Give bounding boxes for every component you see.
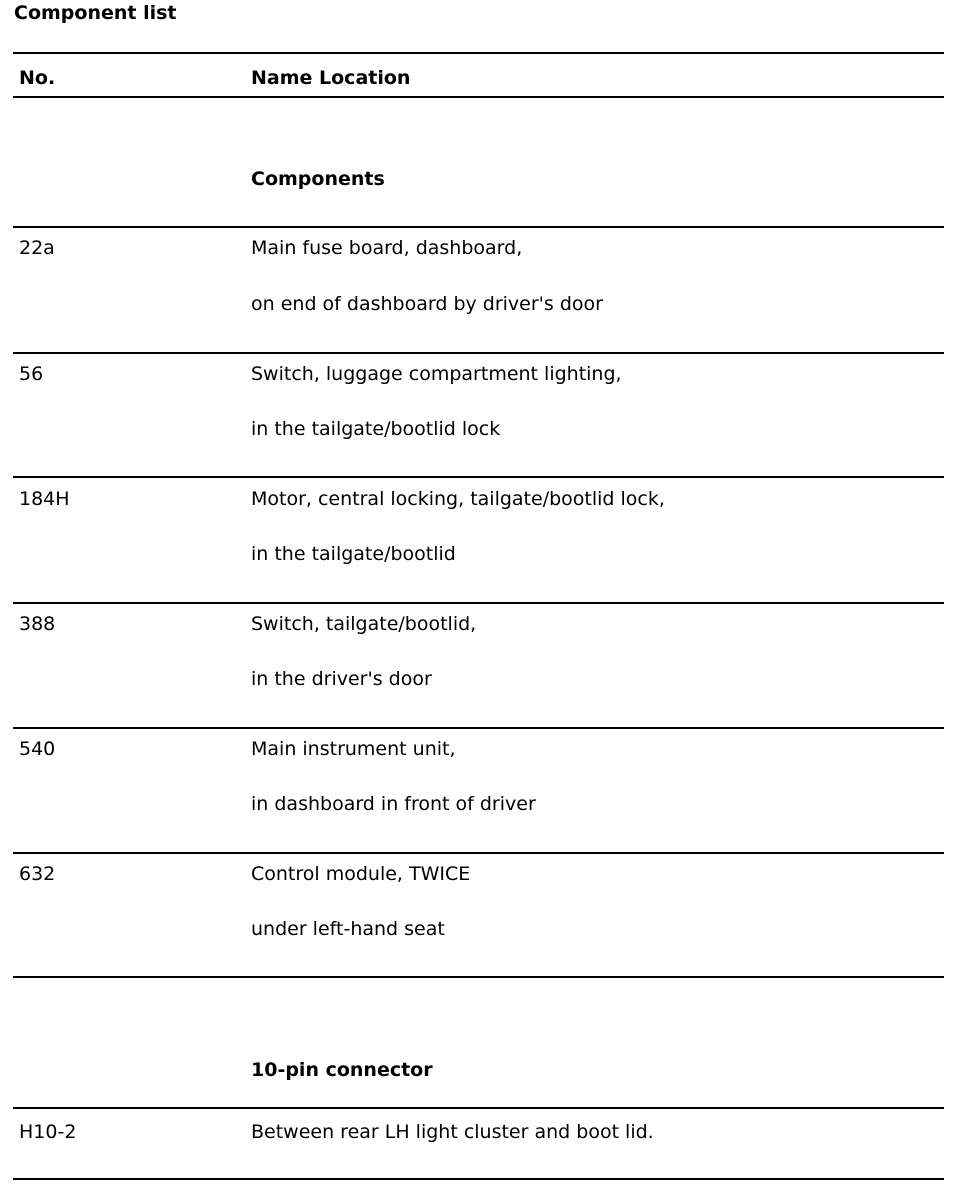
- component-name: Control module, TWICE: [251, 863, 471, 885]
- component-location: in the driver's door: [251, 668, 432, 690]
- header-bottom-rule: [13, 96, 944, 98]
- component-number: 56: [19, 363, 44, 385]
- section-rule: [13, 1107, 944, 1109]
- component-name: Main instrument unit,: [251, 738, 456, 760]
- component-number: 388: [19, 613, 56, 635]
- component-number: 22a: [19, 237, 55, 259]
- page-title: Component list: [14, 2, 177, 24]
- component-location: under left-hand seat: [251, 918, 445, 940]
- column-header-name-location: Name Location: [251, 67, 411, 89]
- row-divider: [13, 976, 944, 978]
- section-title-10-pin-connector: 10-pin connector: [251, 1059, 433, 1081]
- row-divider: [13, 852, 944, 854]
- component-number: 540: [19, 738, 56, 760]
- header-top-rule: [13, 52, 944, 54]
- component-name: Switch, tailgate/bootlid,: [251, 613, 477, 635]
- connector-location: Between rear LH light cluster and boot lid.: [251, 1121, 654, 1143]
- row-divider: [13, 602, 944, 604]
- component-number: 632: [19, 863, 56, 885]
- component-name: Switch, luggage compartment lighting,: [251, 363, 622, 385]
- component-name: Main fuse board, dashboard,: [251, 237, 523, 259]
- connector-number: H10-2: [19, 1121, 77, 1143]
- column-header-no: No.: [19, 67, 56, 89]
- section-rule: [13, 226, 944, 228]
- component-location: in the tailgate/bootlid lock: [251, 418, 501, 440]
- component-number: 184H: [19, 488, 70, 510]
- component-location: in the tailgate/bootlid: [251, 543, 456, 565]
- component-name: Motor, central locking, tailgate/bootlid lock,: [251, 488, 665, 510]
- row-divider: [13, 476, 944, 478]
- component-location: in dashboard in front of driver: [251, 793, 536, 815]
- component-location: on end of dashboard by driver's door: [251, 293, 603, 315]
- table-bottom-rule: [13, 1178, 944, 1180]
- section-title-components: Components: [251, 168, 385, 190]
- row-divider: [13, 352, 944, 354]
- row-divider: [13, 727, 944, 729]
